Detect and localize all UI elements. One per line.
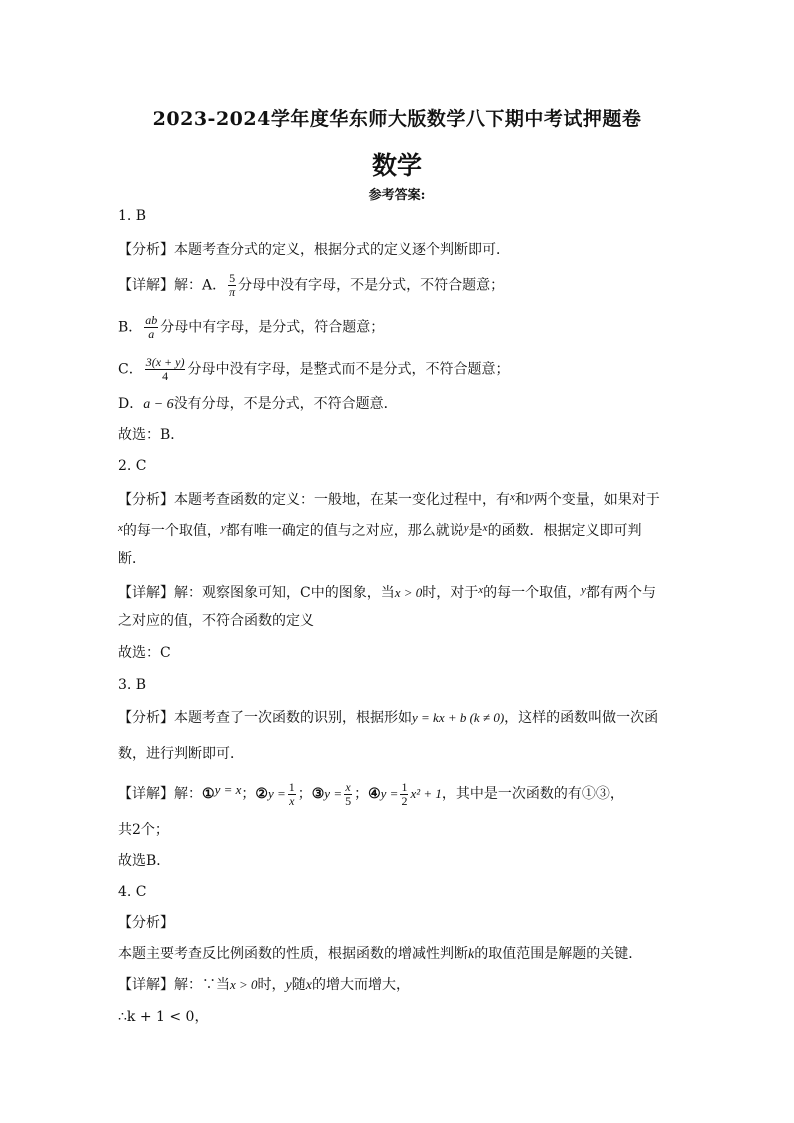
fraction: $\frac{x}{5}$ (345, 779, 352, 808)
fraction: $\frac{3(x + y)}{4}$ (145, 355, 185, 383)
q2-detail-line1: 【详解】解：观察图象可知，C中的图象，当x > 0时，对于$^x$的每一个取值，$^y$都有两个与 (118, 584, 657, 601)
q4-conclusion: ∴k + 1 < 0， (118, 1009, 209, 1025)
q4-detail: 【详解】解：∵当x > 0时，y随x的增大而增大， (118, 977, 410, 993)
q3-analysis-line2: 数，进行判断即可． (118, 746, 244, 762)
q1-choice: 故选：B． (118, 427, 185, 443)
page-title: 2023-2024学年度华东师大版数学八下期中考试押题卷 (152, 108, 642, 130)
q2-choice: 故选：C (118, 645, 171, 661)
fraction: $\frac{ab}{a}$ (145, 313, 158, 341)
q3-detail-line2: 共2个； (118, 822, 169, 838)
q3-choice: 故选B． (118, 853, 171, 869)
q1-detail-a: 【详解】解：A． $\frac{5}{\pi}$ 分母中没有字母，不是分式，不符合题意； (118, 271, 505, 299)
q1-option-d: D．a − 6没有分母，不是分式，不符合题意． (118, 396, 398, 412)
fraction: $\frac{5}{\pi}$ (229, 271, 236, 299)
q3-analysis-line1: 【分析】本题考查了一次函数的识别，根据形如y = kx + b (k ≠ 0)，这样的函数叫做一次函 (118, 710, 659, 726)
q1-analysis: 【分析】本题考查分式的定义，根据分式的定义逐个判断即可． (118, 242, 510, 258)
q2-detail-line2: 之对应的值，不符合函数的定义 (118, 613, 314, 629)
q4-analysis-text: 本题主要考查反比例函数的性质，根据函数的增减性判断k的取值范围是解题的关键． (118, 946, 643, 962)
q1-option-b: B． $\frac{ab}{a}$ 分母中有字母，是分式，符合题意； (118, 313, 385, 341)
answers-label: 参考答案: (368, 188, 426, 203)
q4-answer: 4. C (118, 884, 147, 900)
q4-analysis-label: 【分析】 (118, 915, 174, 931)
q2-analysis-line3: 断． (118, 551, 146, 567)
q1-answer: 1. B (118, 208, 147, 224)
q3-answer: 3. B (118, 677, 147, 693)
fraction: $\frac{1}{2}$ (401, 779, 408, 808)
q3-detail-line1: 【详解】解：①y = x；②y = $\frac{1}{x}$ ；③y = $\frac{x}{5}$ ；④y = $\frac{1}{2}$ x² + 1，其中是一次函数的有①③， (118, 779, 624, 808)
q1-option-c: C． $\frac{3(x + y)}{4}$ 分母中没有字母，是整式而不是分式，不符合题意； (118, 355, 510, 383)
q2-analysis-line2: $^x$的每一个取值，$^y$都有唯一确定的值与之对应，那么就说$^y$是$^x$的函数．根据定义即可判 (118, 522, 642, 539)
q2-answer: 2. C (118, 458, 147, 474)
fraction: $\frac{1}{x}$ (288, 779, 295, 808)
q2-analysis-line1: 【分析】本题考查函数的定义：一般地，在某一变化过程中，有$^x$和$^y$两个变量，如果对于 (118, 491, 660, 508)
subject-heading: 数学 (371, 151, 422, 180)
